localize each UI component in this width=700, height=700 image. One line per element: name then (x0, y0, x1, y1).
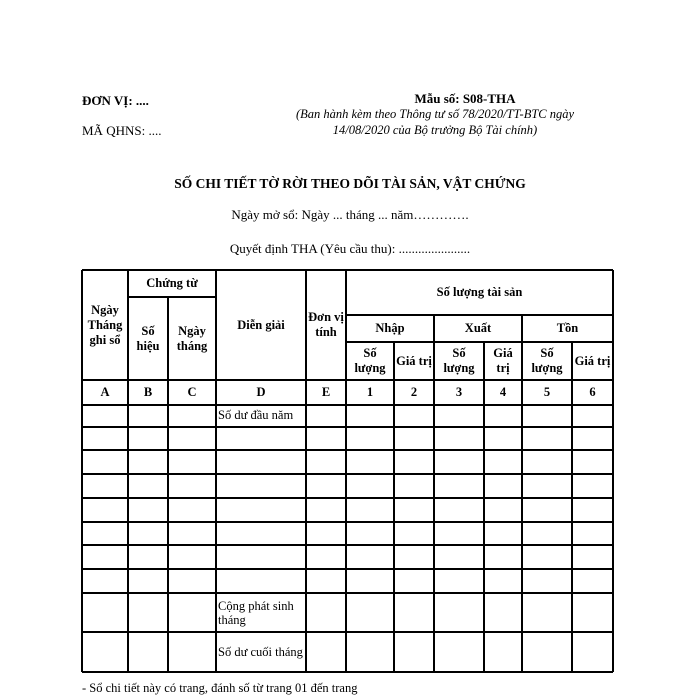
col-header-value: Giá trị (493, 346, 513, 375)
ledger-grid (82, 270, 613, 672)
qhns-label: MÃ QHNS: .... (82, 123, 162, 138)
column-letter: A (100, 385, 110, 399)
grid-line (82, 568, 613, 570)
unit-label: ĐƠN VỊ: .... (82, 93, 149, 108)
column-letter: 3 (455, 385, 463, 399)
grid-line (82, 544, 613, 546)
column-letter: 2 (410, 385, 418, 399)
col-header-in: Nhập (375, 321, 405, 335)
row-opening-balance: Số dư đầu năm (218, 408, 294, 422)
col-header-out: Xuất (464, 321, 492, 335)
open-date-line: Ngày mở sổ: Ngày ... tháng ... năm…………. (231, 207, 469, 222)
grid-line (82, 473, 613, 475)
row-month-total: Cộng phát sinh tháng (218, 598, 294, 627)
col-header-balance: Tồn (556, 321, 579, 335)
column-letter: 5 (543, 385, 551, 399)
grid-line (82, 592, 613, 594)
col-header-voucher: Chứng từ (146, 276, 198, 290)
grid-line (82, 426, 613, 428)
col-header-value: Giá trị (396, 353, 432, 368)
col-header-quantity: Số lượng (443, 346, 475, 375)
col-header-description: Diễn giải (237, 317, 285, 332)
col-header-quantity: Số lượng (354, 346, 386, 375)
column-letter: 1 (366, 385, 374, 399)
col-header-voucher-number: Số hiệu (136, 323, 160, 353)
grid-line (82, 521, 613, 523)
col-header-asset-quantity: Số lượng tài sản (436, 285, 523, 299)
column-letter: C (187, 385, 197, 399)
col-header-date: Ngày Tháng ghi sổ (87, 302, 123, 347)
row-closing-balance: Số dư cuối tháng (218, 645, 303, 659)
column-letter: B (143, 385, 153, 399)
column-letter: 4 (499, 385, 507, 399)
grid-line (82, 497, 613, 499)
grid-line (82, 449, 613, 451)
decision-line: Quyết định THA (Yêu cầu thu): ...................... (229, 241, 471, 256)
form-legal-note: (Ban hành kèm theo Thông tư số 78/2020/TT-BTC ngày 14/08/2020 của Bộ trưởng Bộ Tài chính) (295, 107, 575, 137)
grid-line (82, 631, 613, 633)
form-number: Mẫu số: S08-THA (414, 91, 516, 106)
grid-line (82, 671, 613, 673)
col-header-quantity: Số lượng (531, 346, 563, 375)
column-letter: E (321, 385, 331, 399)
page-title: SỐ CHI TIẾT TỜ RỜI THEO DÕI TÀI SẢN, VẬT CHỨNG (174, 176, 526, 191)
column-letter: D (256, 385, 266, 399)
column-letter: 6 (589, 385, 596, 399)
footer-note: - Sổ chi tiết này có trang, đánh số từ trang 01 đến trang (82, 681, 358, 695)
col-header-voucher-date: Ngày tháng (176, 323, 208, 353)
col-header-value: Giá trị (574, 353, 611, 368)
col-header-unit: Đơn vị tính (308, 310, 344, 339)
